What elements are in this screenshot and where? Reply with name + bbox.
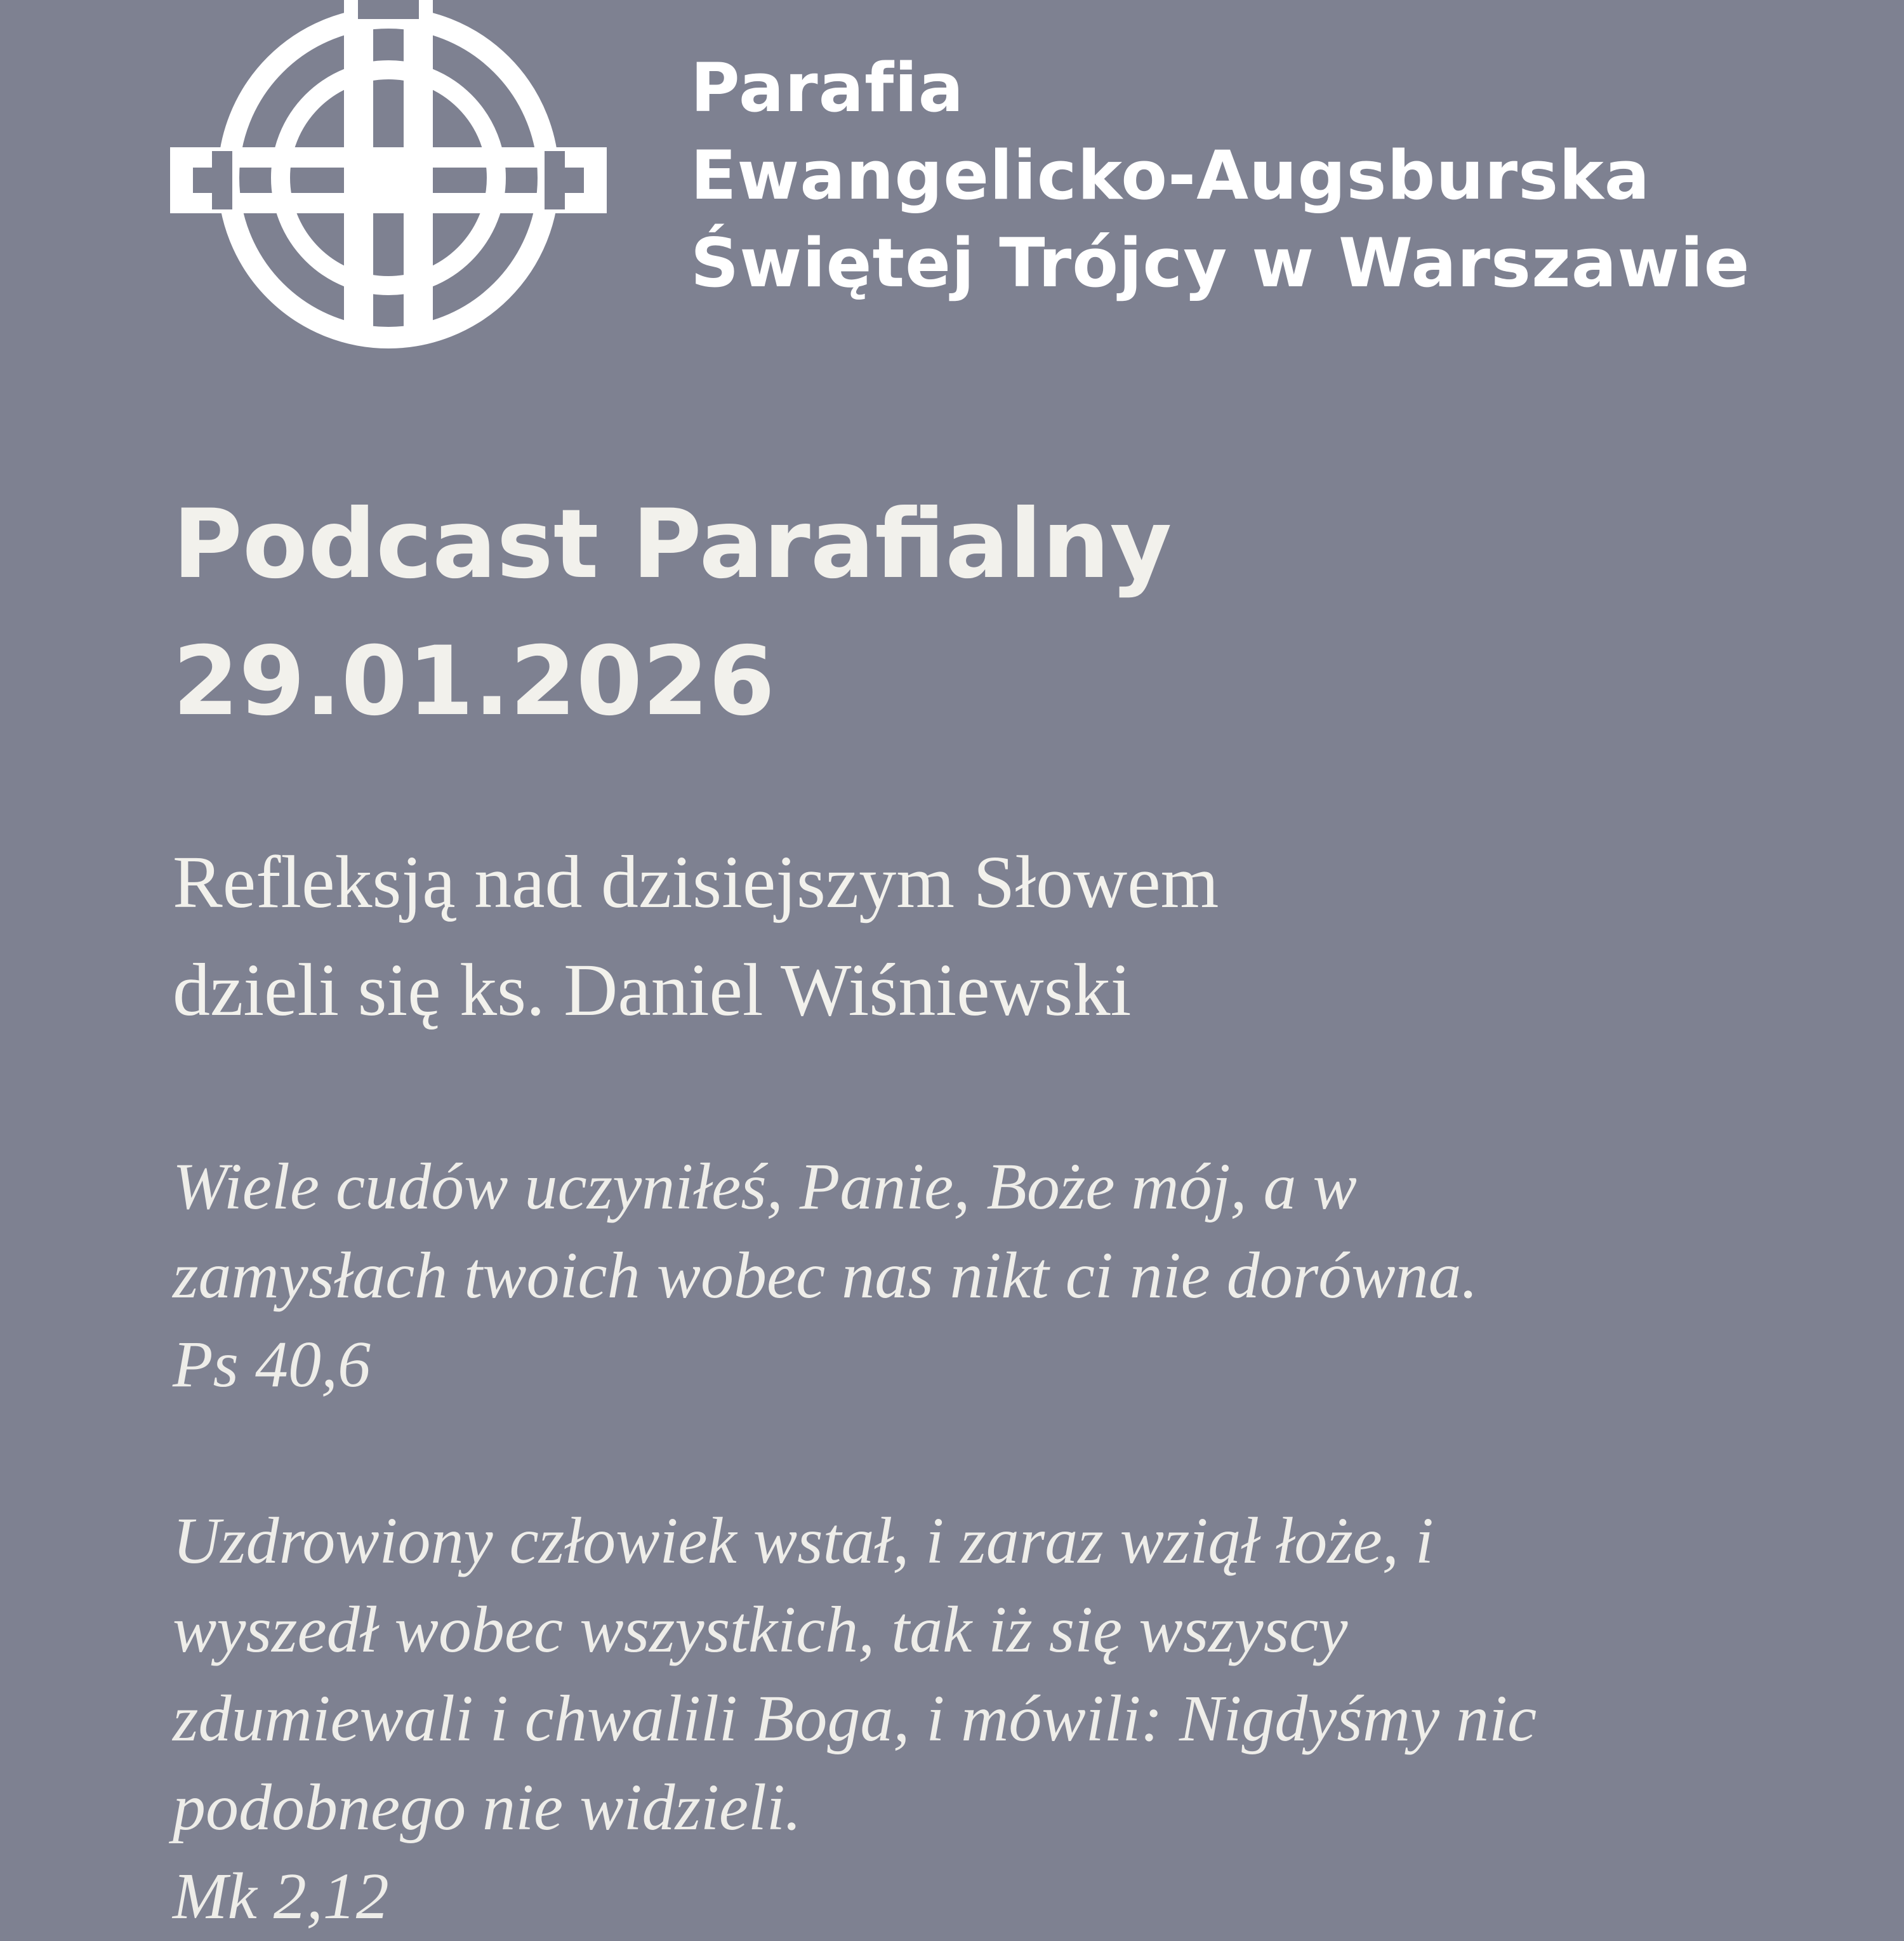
intro-text	[173, 828, 1219, 1044]
podcast-heading	[173, 476, 1172, 750]
intro-line-2: dzieli się ks. Daniel Wiśniewski	[173, 948, 1132, 1031]
intro-line-1: Refleksją nad dzisiejszym Słowem	[173, 840, 1219, 924]
verse-line: zamysłach twoich wobec nas nikt ci nie dorówna.	[173, 1239, 1478, 1312]
parish-name-line-3: Świętej Trójcy w Warszawie	[691, 224, 1750, 302]
verse-line: Wiele cudów uczyniłeś, Panie, Boże mój, a w	[173, 1150, 1357, 1223]
verse-line: podobnego nie widzieli.	[173, 1771, 802, 1844]
verse-reference: Mk 2,12	[173, 1860, 389, 1933]
verse-line: Uzdrowiony człowiek wstał, i zaraz wziął łoże, i	[173, 1504, 1434, 1577]
podcast-title: Podcast Parafialny	[173, 489, 1172, 600]
podcast-date: 29.01.2026	[173, 626, 775, 737]
verse-gospel	[173, 1497, 1537, 1941]
celtic-cross-logo-icon	[166, 0, 611, 368]
verse-line: wyszedł wobec wszystkich, tak iż się wszyscy	[173, 1593, 1348, 1666]
parish-name-line-1: Parafia	[691, 49, 965, 127]
verse-psalm	[173, 1143, 1478, 1409]
parish-name-line-2: Ewangelicko-Augsburska	[691, 136, 1651, 215]
verse-reference: Ps 40,6	[173, 1328, 371, 1401]
verse-line: zdumiewali i chwalili Boga, i mówili: Nigdyśmy nic	[173, 1682, 1537, 1755]
parish-name	[691, 44, 1750, 307]
